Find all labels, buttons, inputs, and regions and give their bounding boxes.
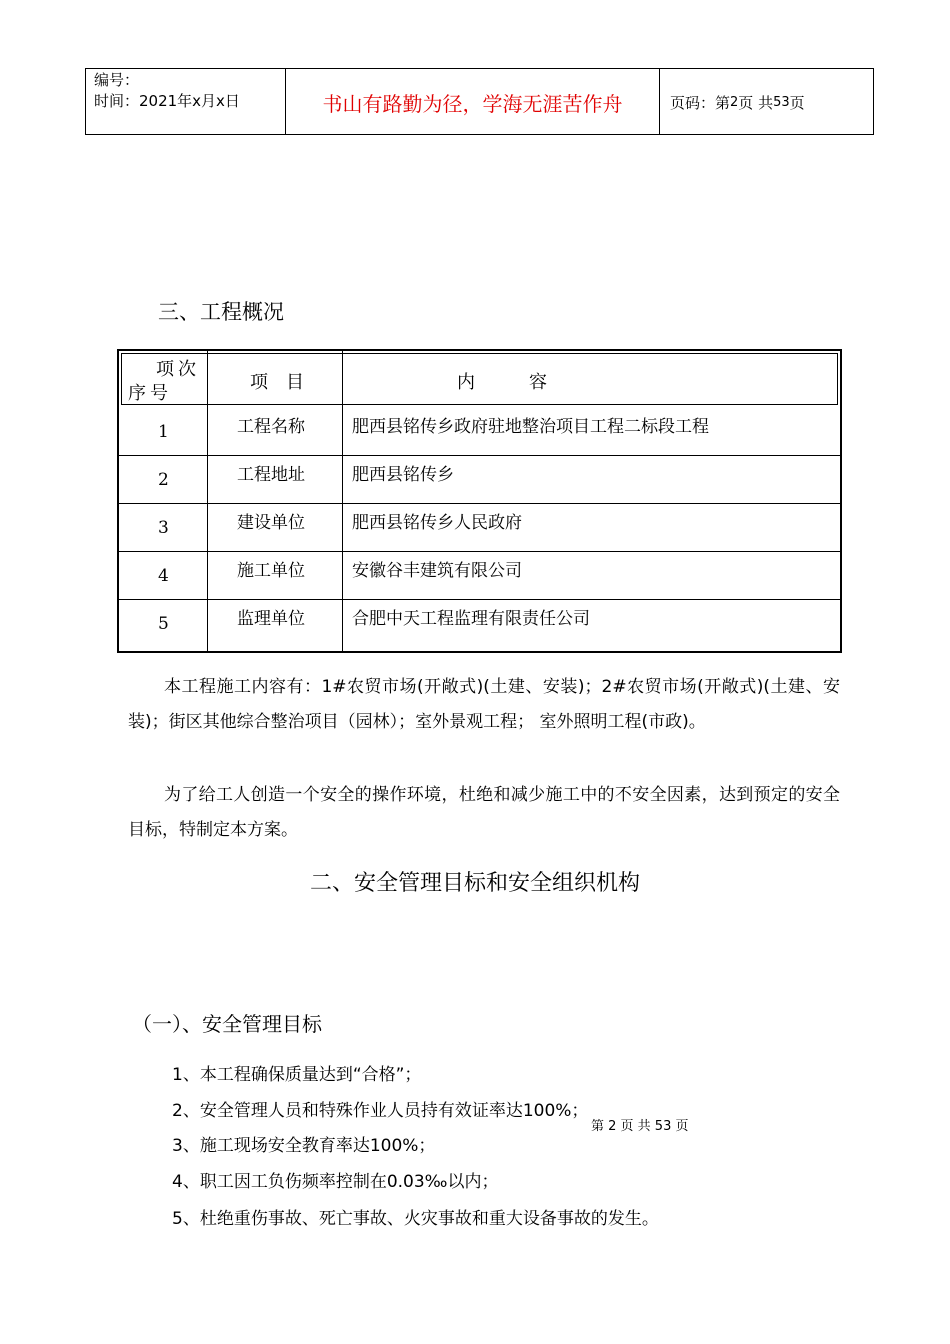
page-current: 2 [730, 95, 739, 110]
row-1-item: 工程名称 [237, 417, 305, 437]
header-item: 项 目 [250, 372, 304, 393]
goal-item-4: 4、职工因工负伤频率控制在0.03‰以内； [172, 1172, 499, 1192]
page-middle: 页 共 [738, 94, 774, 112]
page-suffix: 页 [789, 94, 805, 112]
date-label: 时间：2021年x月x日 [94, 92, 240, 110]
row-1-content: 肥西县铭传乡政府驻地整治项目工程二标段工程 [352, 417, 709, 437]
paragraph-purpose: 为了给工人创造一个安全的操作环境，杜绝和减少施工中的不安全因素，达到预定的安全目标，特制定本方案。 [128, 785, 840, 840]
header-meta [86, 69, 286, 134]
paragraph-construction-scope: 本工程施工内容有：1#农贸市场(开敞式)(土建、安装)；2#农贸市场(开敞式)(土建、安装)；街区其他综合整治项目（园林）；室外景观工程； 室外照明工程(市政)。 [128, 677, 840, 732]
page-total: 53 [773, 95, 790, 110]
row-4-no: 4 [158, 566, 169, 586]
header-index-bottom: 序号 [128, 383, 172, 404]
section-2-title: 二、安全管理目标和安全组织机构 [309, 871, 640, 896]
row-3-no: 3 [158, 518, 169, 538]
row-5-item: 监理单位 [237, 609, 305, 629]
header-index-top: 项次 [156, 359, 200, 380]
row-3-content: 肥西县铭传乡人民政府 [352, 513, 522, 533]
row-5-content: 合肥中天工程监理有限责任公司 [352, 609, 590, 629]
table-row-divider [119, 503, 840, 504]
row-1-no: 1 [158, 422, 169, 442]
goal-item-1: 1、本工程确保质量达到“合格”； [172, 1065, 422, 1085]
row-4-content: 安徽谷丰建筑有限公司 [352, 561, 522, 581]
table-row-divider [119, 551, 840, 552]
row-4-item: 施工单位 [237, 561, 305, 581]
row-2-content: 肥西县铭传乡 [352, 465, 454, 485]
header-page-number [660, 69, 873, 134]
number-label: 编号： [94, 71, 140, 89]
subsection-1-title: （一）、安全管理目标 [132, 1012, 322, 1036]
goal-item-3: 3、施工现场安全教育率达100%； [172, 1136, 436, 1156]
table-row-divider [119, 599, 840, 600]
header-content: 内 容 [457, 372, 547, 393]
table-row-divider [119, 455, 840, 456]
page-prefix: 页码：第 [670, 94, 731, 112]
project-overview-table [117, 349, 842, 653]
page-footer: 第 2 页 共 53 页 [591, 1119, 689, 1134]
table-column-divider [342, 351, 343, 651]
section-3-title: 三、工程概况 [158, 300, 284, 324]
row-3-item: 建设单位 [237, 513, 305, 533]
goal-item-2: 2、安全管理人员和特殊作业人员持有效证率达100%； [172, 1101, 589, 1121]
goal-item-5: 5、杜绝重伤事故、死亡事故、火灾事故和重大设备事故的发生。 [172, 1209, 659, 1229]
row-2-no: 2 [158, 470, 169, 490]
table-column-divider [207, 351, 208, 651]
document-header [85, 68, 874, 135]
row-2-item: 工程地址 [237, 465, 305, 485]
row-5-no: 5 [158, 614, 169, 634]
header-motto: 书山有路勤为径，学海无涯苦作舟 [286, 69, 660, 134]
